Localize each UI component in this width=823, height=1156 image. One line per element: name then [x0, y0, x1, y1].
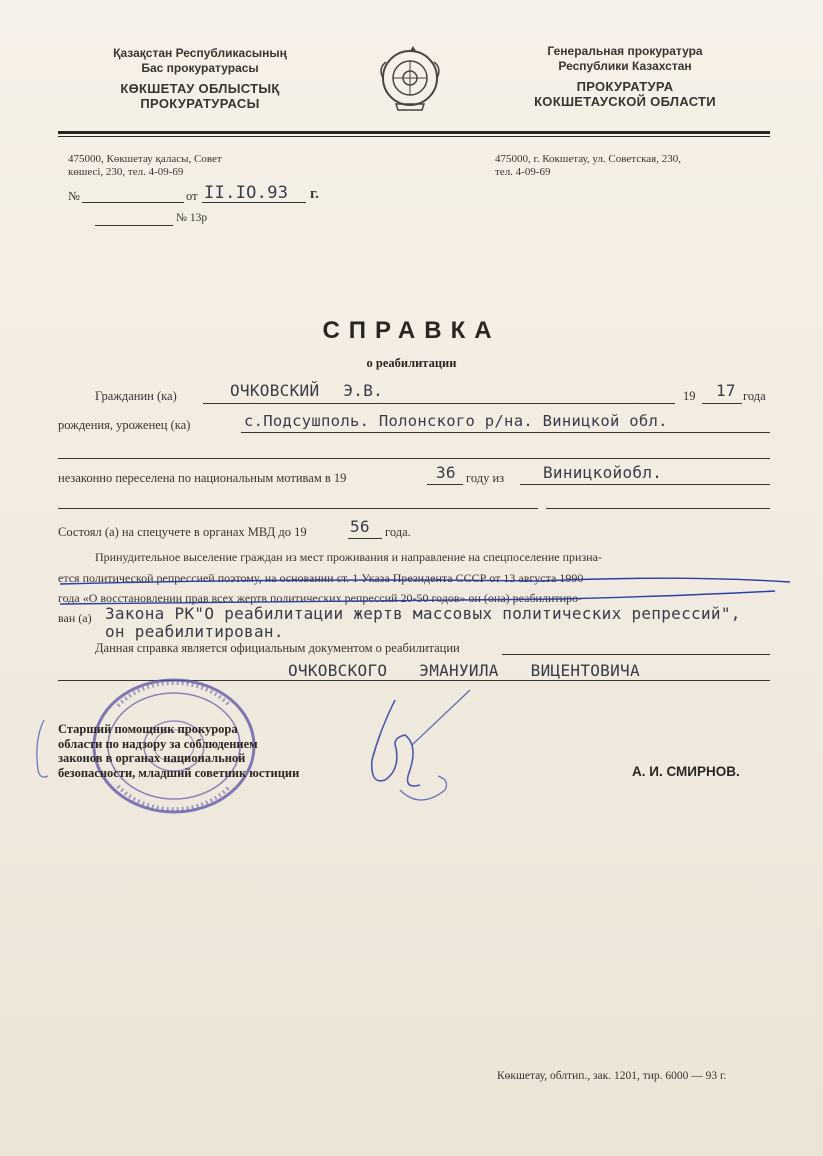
header-left-line4: ПРОКУРАТУРАСЫ	[140, 96, 260, 111]
rehab-name: ОЧКОВСКОГО ЭМАНУИЛА ВИЦЕНТОВИЧА	[288, 661, 640, 680]
signatory-position-line3: законов в органах национальной	[58, 751, 246, 765]
header-right-line2: Республики Казахстан	[558, 59, 692, 73]
header-right-line3: ПРОКУРАТУРА	[576, 79, 674, 94]
resettled-label: незаконно переселена по национальным мотивам в 19	[58, 471, 347, 485]
birthplace: с.Подсушполь. Полонского р/на. Виницкой обл.	[244, 412, 668, 430]
registered-suffix: года.	[385, 525, 411, 539]
document-subtitle: о реабилитации	[366, 356, 457, 370]
ref-year-suffix: г.	[310, 186, 319, 202]
header-right-line4: КОКШЕТАУСКОЙ ОБЛАСТИ	[534, 94, 716, 109]
address-left-line1: 475000, Көкшетау қаласы, Совет	[68, 153, 222, 165]
born-label: рождения, уроженец (ка)	[58, 418, 191, 432]
resettled-from-label: году из	[466, 471, 505, 485]
resettled-year: 36	[436, 463, 456, 482]
header-left-line1: Қазақстан Республикасының	[113, 46, 287, 60]
document-title: СПРАВКА	[322, 317, 501, 344]
registered-label: Состоял (а) на спецучете в органах МВД до 19	[58, 525, 307, 539]
para-line-4-prefix: ван (а)	[58, 611, 92, 625]
signatory-position-line4: безопасности, младший советник юстиции	[58, 765, 300, 780]
ref-no-label: №	[68, 189, 80, 203]
birth-year: 17	[716, 381, 736, 400]
signatory-position-line2: области по надзору за соблюдением	[58, 736, 258, 751]
registered-year: 56	[350, 517, 370, 536]
para-line-2: ется политической репрессией поэтому, на основании ст. 1 Указа Президента СССР от 13 августа 1990	[58, 571, 584, 585]
resettled-from: Виницкойобл.	[543, 463, 663, 482]
typed-law-line-2: он реабилитирован.	[105, 622, 284, 641]
address-right-line1: 475000, г. Кокшетау, ул. Советская, 230,	[495, 153, 681, 165]
header-right-line1: Генеральная прокуратура	[547, 44, 703, 58]
reg-number: № 13р	[176, 212, 208, 224]
signatory-name: А. И. СМИРНОВ.	[632, 764, 740, 779]
ref-from-label: от	[186, 189, 198, 203]
official-label: Данная справка является официальным документом о реабилитации	[95, 641, 460, 655]
birth-suffix: года	[743, 389, 766, 403]
ref-date: II.IO.93	[204, 183, 289, 203]
para-line-1: Принудительное выселение граждан из мест проживания и направление на спецпоселение призна-	[95, 550, 602, 564]
header-left-line3: КӨКШЕТАУ ОБЛЫСТЫҚ	[120, 81, 280, 96]
printer-footer: Көкшетау, облтип., зак. 1201, тир. 6000 — 93 г.	[497, 1070, 727, 1082]
para-line-3: года «О восстановлении прав всех жертв политических репрессий 20-50 годов» он (она) реабилитиро-	[58, 591, 583, 605]
typed-law-line-1: Закона РК"О реабилитации жертв массовых политических репрессий",	[105, 604, 741, 623]
citizen-label: Гражданин (ка)	[95, 389, 177, 403]
citizen-name: ОЧКОВСКИЙ Э.В.	[230, 381, 384, 400]
header-left-line2: Бас прокуратурасы	[141, 61, 259, 75]
birth-prefix: 19	[683, 389, 696, 403]
address-left-line2: көшесі, 230, тел. 4-09-69	[68, 166, 184, 178]
address-right-line2: тел. 4-09-69	[495, 166, 551, 178]
signatory-position-line1: Старший помощник прокурора	[58, 722, 238, 736]
